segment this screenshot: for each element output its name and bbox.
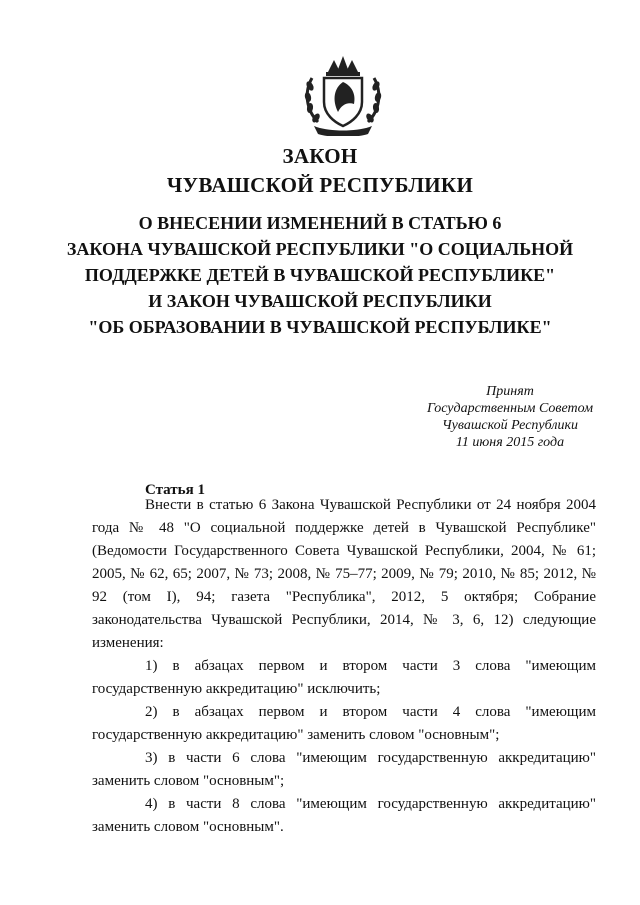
subtitle-line: ЗАКОНА ЧУВАШСКОЙ РЕСПУБЛИКИ "О СОЦИАЛЬНОЙ [66,239,574,259]
law-title-republic: ЧУВАШСКОЙ РЕСПУБЛИКИ [166,173,474,197]
adoption-note [385,383,635,451]
article-item: 2) в абзацах первом и втором части 4 слова "имеющим государственную аккредитацию" заменить словом "основным"; [92,704,596,743]
article-item: 1) в абзацах первом и втором части 3 слова "имеющим государственную аккредитацию" исключить; [92,658,596,697]
article-item: 3) в части 6 слова "имеющим государственную аккредитацию" заменить словом "основным"; [92,750,596,789]
chuvash-republic-emblem-icon [298,52,388,136]
adoption-date: 11 июня 2015 года [455,435,565,450]
article-paragraph: Внести в статью 6 Закона Чувашской Республики от 24 ноября 2004 года № 48 "О социальной поддержке детей в Чувашской Республике" (Ведомости Государственного Совета Чувашской Республики, 2004, № 61; 2005, № 62, 65; 2007, № 73; 2008, № 75–77; 2009, № 79; 2010, № 85; 2012, № 92 (том I), 94; газета "Республика", 2012, 5 октября; Собрание законодательства Чувашской Республики, 2014, № 3, 6, 12) следующие изменения: [92,497,596,651]
adoption-line: Чувашской Республики [442,418,578,433]
subtitle-line: И ЗАКОН ЧУВАШСКОЙ РЕСПУБЛИКИ [148,291,492,311]
article-body [92,494,596,839]
law-subtitle [0,210,640,340]
adoption-line: Принят [486,384,534,399]
subtitle-line: ПОДДЕРЖКЕ ДЕТЕЙ В ЧУВАШСКОЙ РЕСПУБЛИКЕ" [84,265,556,285]
adoption-line: Государственным Советом [426,401,594,416]
law-title: ЗАКОН [282,144,358,168]
article-heading: Статья 1 [145,482,205,498]
subtitle-line: О ВНЕСЕНИИ ИЗМЕНЕНИЙ В СТАТЬЮ 6 [138,213,502,233]
article-item: 4) в части 8 слова "имеющим государственную аккредитацию" заменить словом "основным". [92,796,596,835]
subtitle-line: "ОБ ОБРАЗОВАНИИ В ЧУВАШСКОЙ РЕСПУБЛИКЕ" [88,317,552,337]
